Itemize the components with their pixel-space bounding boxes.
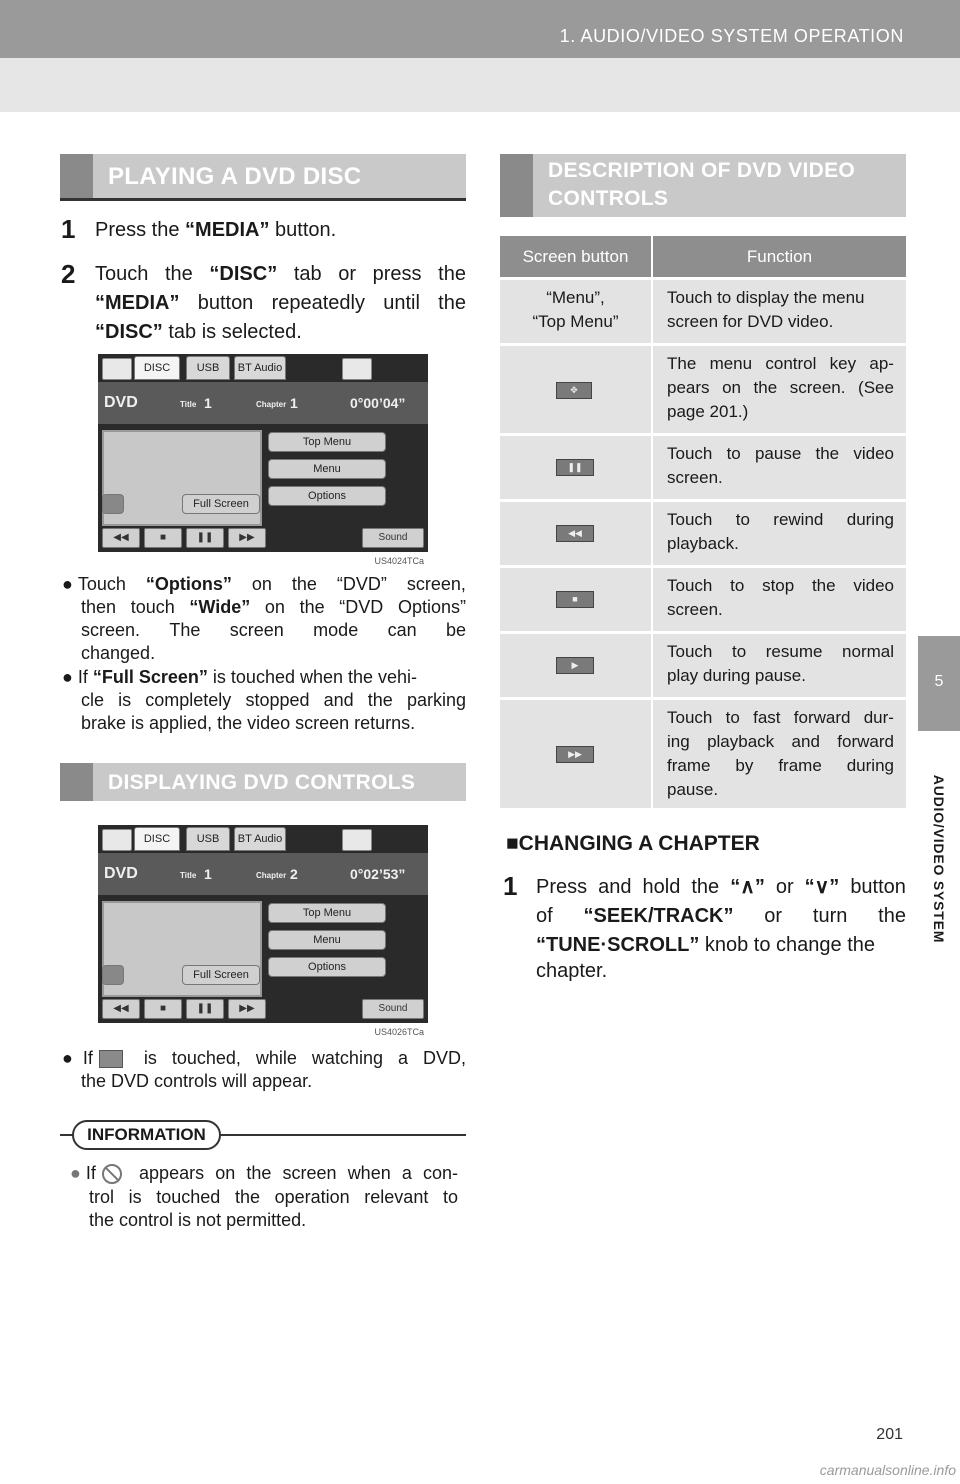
chapter-tab-label: AUDIO/VIDEO SYSTEM bbox=[931, 774, 947, 944]
step2-text-line2: “MEDIA” button repeatedly until the bbox=[95, 292, 466, 314]
prohibited-icon bbox=[102, 1164, 122, 1184]
table-row bbox=[500, 433, 906, 499]
table-row bbox=[500, 565, 906, 631]
tab-usb: USB bbox=[186, 827, 230, 851]
mode-label: DVD bbox=[104, 394, 138, 411]
bullet-options-line1: ● Touch “Options” on the “DVD” screen, bbox=[62, 574, 466, 594]
menu-button: Menu bbox=[268, 459, 386, 479]
chapter-tab-number: 5 bbox=[918, 636, 960, 731]
options-button: Options bbox=[268, 957, 386, 977]
subheading-changing-chapter: ■CHANGING A CHAPTER bbox=[506, 832, 760, 855]
time-readout: 0°00’04” bbox=[350, 395, 406, 411]
full-screen-button: Full Screen bbox=[182, 494, 260, 514]
cell-function-text: screen for DVD video. bbox=[667, 312, 834, 331]
chapter-step-line2: of “SEEK/TRACK” or turn the bbox=[536, 905, 906, 927]
information-badge: INFORMATION bbox=[72, 1120, 221, 1150]
mode-label: DVD bbox=[104, 865, 138, 882]
cell-function-text: Touch to stop the video bbox=[667, 576, 894, 595]
cell-function-text: The menu control key ap- bbox=[667, 354, 894, 373]
menu-control-icon bbox=[102, 494, 124, 514]
step-number: 2 bbox=[61, 259, 76, 289]
fast-forward-icon: ▶▶ bbox=[228, 528, 266, 548]
cell-function-text: Touch to fast forward dur- bbox=[667, 708, 894, 727]
cell-function-text: Touch to display the menu bbox=[667, 288, 865, 307]
tab-usb: USB bbox=[186, 356, 230, 380]
step-number: 1 bbox=[61, 214, 76, 244]
forward-arrow-icon bbox=[342, 829, 372, 851]
bullet-fullscreen-line2: cle is completely stopped and the parking bbox=[81, 690, 466, 710]
cell-function-text: Touch to resume normal bbox=[667, 642, 894, 661]
bullet-fullscreen-line1: ● If “Full Screen” is touched when the vehi- bbox=[62, 667, 418, 687]
step2-text-line3: “DISC” tab is selected. bbox=[95, 321, 302, 343]
image-caption: US4026TCa bbox=[374, 1027, 424, 1037]
play-icon: ▶ bbox=[556, 657, 594, 674]
tab-disc: DISC bbox=[134, 827, 180, 851]
section-heading-description: DESCRIPTION OF DVD VIDEO CONTROLS bbox=[500, 154, 906, 217]
bullet-options-line3: screen. The screen mode can be bbox=[81, 620, 466, 640]
title-label: Title bbox=[180, 400, 197, 409]
pause-icon: ❚❚ bbox=[186, 999, 224, 1019]
cell-function-text: playback. bbox=[667, 534, 739, 553]
rewind-icon: ◀◀ bbox=[102, 528, 140, 548]
pause-icon: ❚❚ bbox=[186, 528, 224, 548]
chapter-value: 1 bbox=[290, 395, 298, 411]
top-menu-button: Top Menu bbox=[268, 432, 386, 452]
info-line3: the control is not permitted. bbox=[89, 1210, 307, 1230]
menu-control-icon bbox=[102, 965, 124, 985]
section-heading-playing: PLAYING A DVD DISC bbox=[60, 154, 466, 199]
page-number: 201 bbox=[876, 1426, 903, 1443]
cell-function-text: screen. bbox=[667, 468, 723, 487]
chapter-label: Chapter bbox=[256, 400, 287, 409]
column-header-screen-button: Screen button bbox=[522, 247, 629, 266]
back-arrow-icon bbox=[102, 358, 132, 380]
image-caption: US4024TCa bbox=[374, 556, 424, 566]
bullet-controls-line2: the DVD controls will appear. bbox=[81, 1071, 313, 1091]
watermark: carmanualsonline.info bbox=[819, 1462, 956, 1478]
options-button: Options bbox=[268, 486, 386, 506]
pause-icon: ❚❚ bbox=[556, 459, 594, 476]
sound-button: Sound bbox=[362, 999, 424, 1019]
stop-icon: ■ bbox=[144, 528, 182, 548]
chapter-step-line4: chapter. bbox=[536, 960, 608, 982]
time-readout: 0°02’53” bbox=[350, 866, 406, 882]
dvd-controls-screen-image bbox=[98, 825, 428, 1037]
cell-button-label: “Menu”, bbox=[546, 288, 605, 307]
chapter-step-line3: “TUNE·SCROLL” knob to change the bbox=[536, 934, 876, 956]
table-row bbox=[500, 277, 906, 343]
title-value: 1 bbox=[204, 395, 212, 411]
table-row bbox=[500, 631, 906, 697]
table-row bbox=[500, 343, 906, 433]
sound-button: Sound bbox=[362, 528, 424, 548]
bullet-fullscreen-line3: brake is applied, the video screen returns. bbox=[81, 713, 416, 733]
table-row bbox=[500, 697, 906, 808]
tab-disc: DISC bbox=[134, 356, 180, 380]
info-line1: ● If appears on the screen when a con- bbox=[70, 1163, 458, 1183]
menu-button: Menu bbox=[268, 930, 386, 950]
stop-icon: ■ bbox=[144, 999, 182, 1019]
table-header bbox=[500, 236, 906, 277]
header-bar bbox=[0, 0, 960, 58]
step2-text-line1: Touch the “DISC” tab or press the bbox=[95, 263, 466, 285]
rewind-icon: ◀◀ bbox=[556, 525, 594, 542]
cell-function-text: Touch to pause the video bbox=[667, 444, 894, 463]
section-rule bbox=[60, 198, 466, 201]
forward-arrow-icon bbox=[342, 358, 372, 380]
menu-control-icon bbox=[99, 1050, 123, 1068]
tab-bt-audio: BT Audio bbox=[234, 356, 286, 380]
title-value: 1 bbox=[204, 866, 212, 882]
section-heading-controls: DISPLAYING DVD CONTROLS bbox=[60, 763, 466, 801]
cell-function-text: Touch to rewind during bbox=[667, 510, 894, 529]
running-header: 1. AUDIO/VIDEO SYSTEM OPERATION bbox=[559, 26, 904, 46]
tab-bt-audio: BT Audio bbox=[234, 827, 286, 851]
bullet-controls-line1: ● If is touched, while watching a DVD, bbox=[62, 1048, 466, 1068]
fast-forward-icon: ▶▶ bbox=[228, 999, 266, 1019]
full-screen-button: Full Screen bbox=[182, 965, 260, 985]
rewind-icon: ◀◀ bbox=[102, 999, 140, 1019]
back-arrow-icon bbox=[102, 829, 132, 851]
column-header-function: Function bbox=[651, 236, 906, 277]
cell-function-text: frame by frame during bbox=[667, 756, 894, 775]
table-row bbox=[500, 499, 906, 565]
fast-forward-icon: ▶▶ bbox=[556, 746, 594, 763]
menu-control-icon: ✥ bbox=[556, 382, 592, 399]
dvd-screen-image bbox=[98, 354, 428, 566]
top-menu-button: Top Menu bbox=[268, 903, 386, 923]
cell-function-text: play during pause. bbox=[667, 666, 806, 685]
stop-icon: ■ bbox=[556, 591, 594, 608]
info-line2: trol is touched the operation relevant to bbox=[89, 1187, 458, 1207]
chapter-label: Chapter bbox=[256, 871, 287, 880]
step1-text: Press the “MEDIA” button. bbox=[95, 219, 337, 241]
cell-function-text: ing playback and forward bbox=[667, 732, 894, 751]
bullet-options-line4: changed. bbox=[81, 643, 156, 663]
cell-function-text: page 201.) bbox=[667, 402, 749, 421]
step-number: 1 bbox=[503, 871, 518, 901]
cell-function-text: pause. bbox=[667, 780, 719, 799]
cell-function-text: screen. bbox=[667, 600, 723, 619]
bullet-options-line2: then touch “Wide” on the “DVD Options” bbox=[81, 597, 466, 617]
chapter-step-line1: Press and hold the “∧” or “∨” button bbox=[536, 876, 906, 898]
cell-function-text: pears on the screen. (See bbox=[667, 378, 894, 397]
cell-button-label: “Top Menu” bbox=[532, 312, 619, 331]
chapter-value: 2 bbox=[290, 866, 298, 882]
title-label: Title bbox=[180, 871, 197, 880]
